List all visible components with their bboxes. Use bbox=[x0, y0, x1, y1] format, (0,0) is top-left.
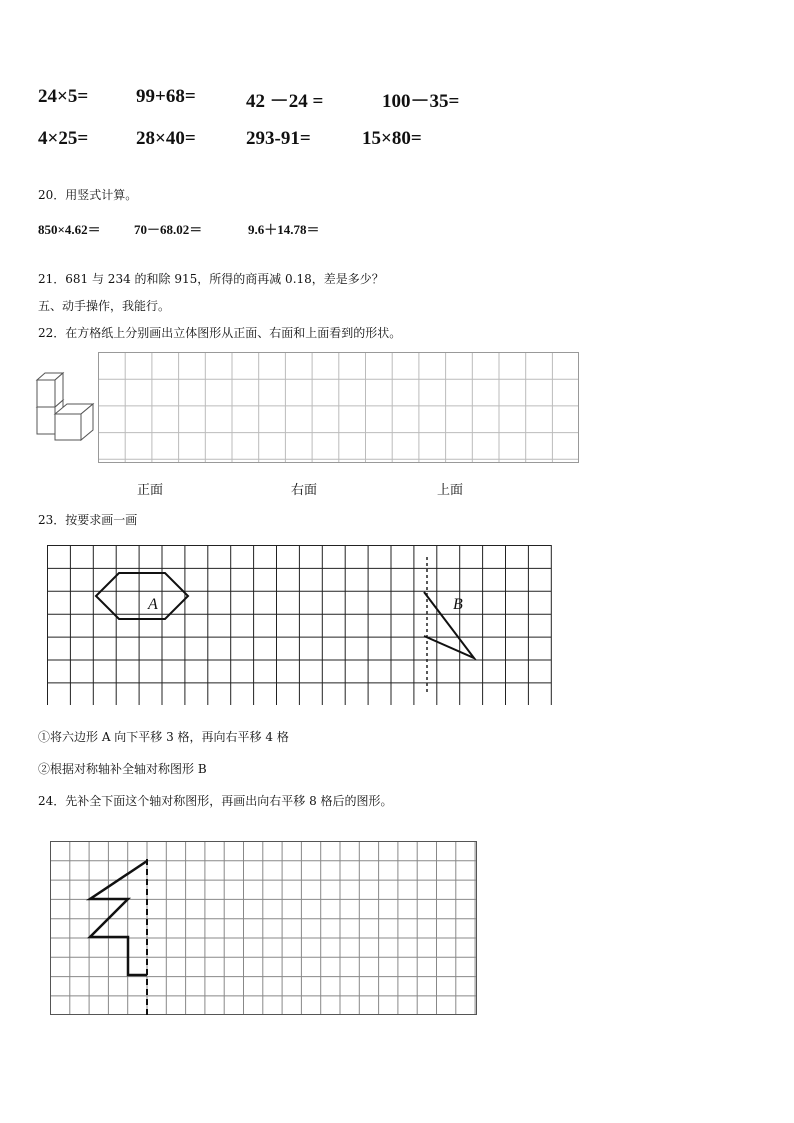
q20-title: 20．用竖式计算。 bbox=[38, 188, 138, 202]
oral-item: 99+68= bbox=[136, 86, 196, 107]
section5-title: 五、动手操作，我能行。 bbox=[38, 299, 171, 313]
oral-item: 100－35= bbox=[382, 91, 460, 112]
oral-item: 24×5= bbox=[38, 86, 89, 107]
oral-item: 4×25= bbox=[38, 128, 89, 149]
cubes-figure bbox=[35, 370, 100, 445]
q24-grid bbox=[50, 841, 478, 1016]
oral-item: 42 －24 = bbox=[246, 91, 324, 112]
q23-title: 23．按要求画一画 bbox=[38, 513, 138, 527]
q23-task2: ②根据对称轴补全轴对称图形 B bbox=[38, 762, 207, 776]
view-label-right: 右面 bbox=[291, 483, 318, 498]
q22-grid bbox=[98, 352, 580, 464]
q24-title: 24．先补全下面这个轴对称图形，再画出向右平移 8 格后的图形。 bbox=[38, 794, 393, 808]
hexagon-a bbox=[96, 573, 188, 619]
shape-b-label: B bbox=[453, 596, 463, 613]
q20-item: 850×4.62＝ bbox=[38, 222, 101, 237]
q20-item: 70－68.02＝ bbox=[134, 222, 203, 237]
q23-task1: ①将六边形 A 向下平移 3 格，再向右平移 4 格 bbox=[38, 730, 289, 744]
shape-a-label: A bbox=[148, 596, 158, 613]
shape-b bbox=[424, 592, 474, 658]
view-label-top: 上面 bbox=[437, 483, 464, 498]
q22-title: 22．在方格纸上分别画出立体图形从正面、右面和上面看到的形状。 bbox=[38, 326, 402, 340]
q20-item: 9.6＋14.78＝ bbox=[248, 222, 320, 237]
q23-grid bbox=[47, 545, 552, 707]
view-label-front: 正面 bbox=[137, 483, 164, 498]
oral-item: 28×40= bbox=[136, 128, 196, 149]
oral-item: 293-91= bbox=[246, 128, 311, 149]
q21-title: 21．681 与 234 的和除 915，所得的商再减 0.18，差是多少？ bbox=[38, 272, 384, 286]
half-figure bbox=[90, 861, 147, 975]
oral-item: 15×80= bbox=[362, 128, 422, 149]
